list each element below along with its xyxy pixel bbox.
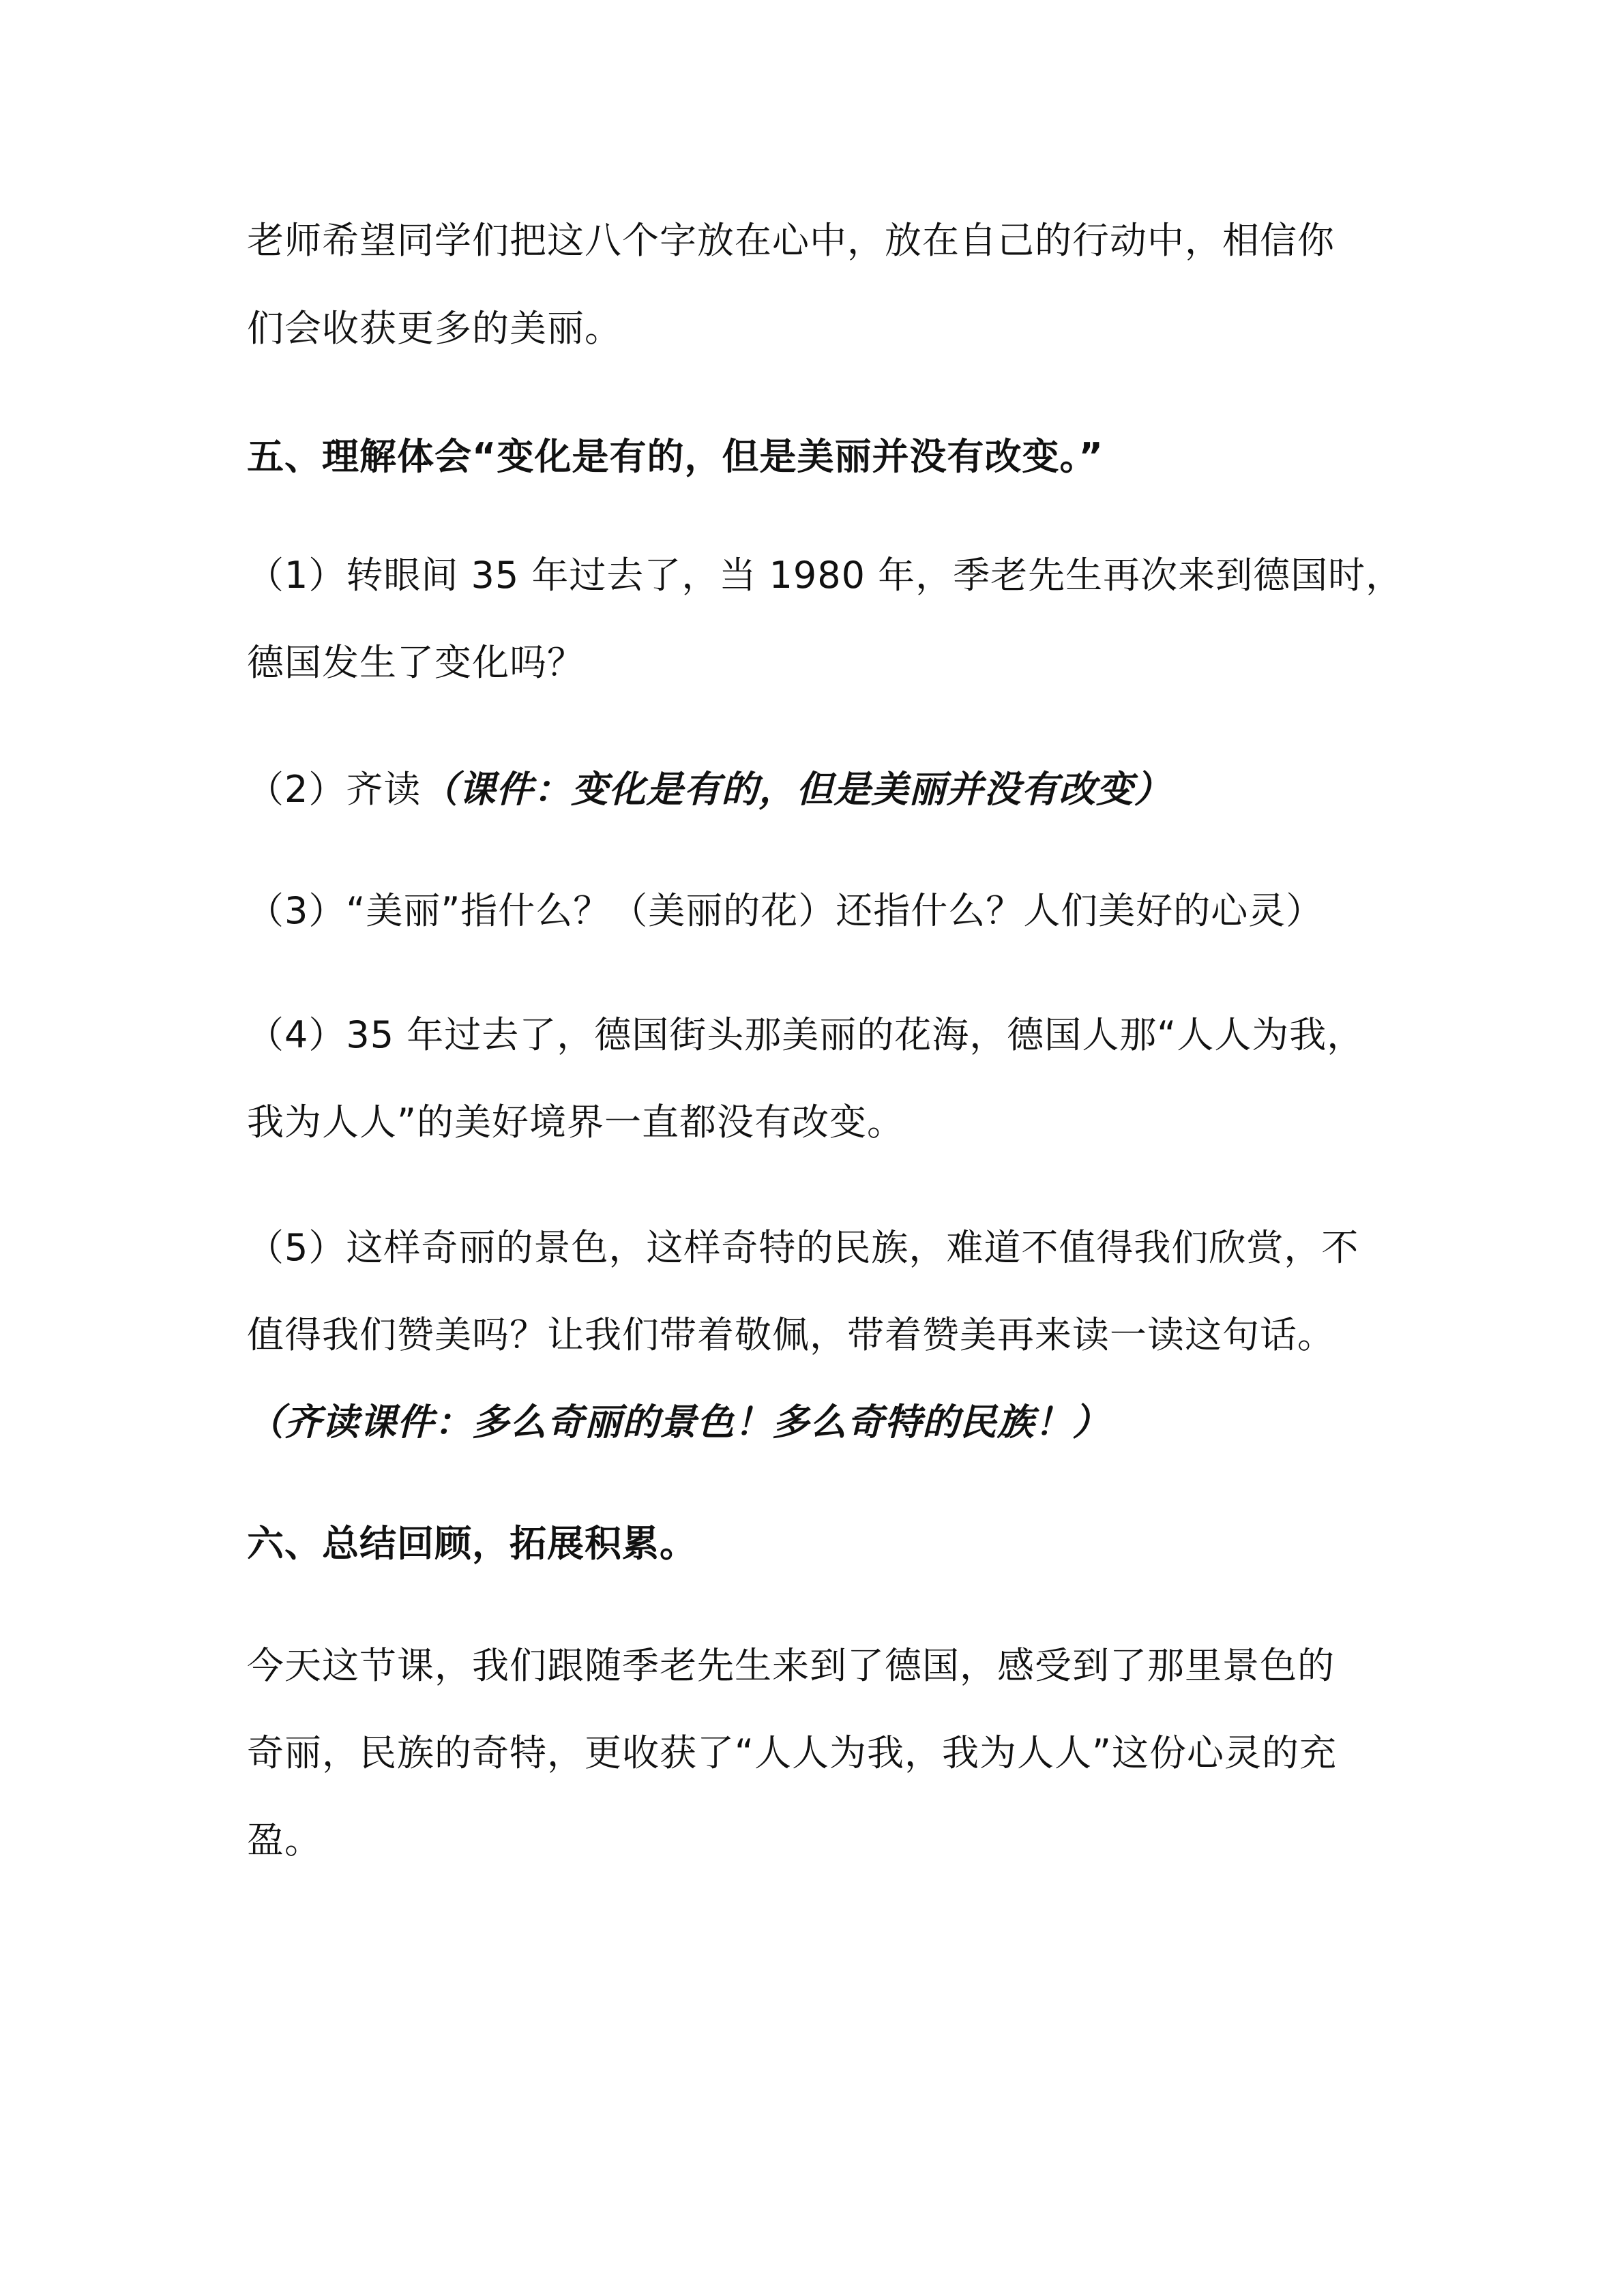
paragraph-line: [247, 304, 1406, 353]
paragraph-line: [247, 1011, 1406, 1060]
line-prefix: （2）齐读: [247, 768, 422, 811]
line-text: （3）“美丽”指什么？（美丽的花）还指什么？人们美好的心灵）: [247, 889, 1324, 932]
paragraph-line: [247, 1223, 1406, 1272]
line-text: 奇丽，民族的奇特，更收获了“人人为我，我为人人”这份心灵的充: [247, 1731, 1337, 1774]
section-heading-text: 六、总结回顾，拓展积累。: [247, 1522, 697, 1565]
paragraph-line: [247, 551, 1406, 600]
paragraph-line: [247, 638, 1406, 687]
line-text: （4）35 年过去了，德国街头那美丽的花海，德国人那“人人为我，: [247, 1013, 1365, 1056]
line-text: （5）这样奇丽的景色，这样奇特的民族，难道不值得我们欣赏，不: [247, 1226, 1359, 1269]
section-heading-text: 五、理解体会“变化是有的，但是美丽并没有改变。”: [247, 435, 1104, 478]
paragraph-line: [247, 216, 1406, 265]
line-text: 我为人人”的美好境界一直都没有改变。: [247, 1101, 904, 1144]
line-text: 老师希望同学们把这八个字放在心中，放在自己的行动中，相信你: [247, 219, 1335, 262]
courseware-emphasis: （课件：变化是有的，但是美丽并没有改变）: [421, 768, 1172, 811]
line-text: 值得我们赞美吗？让我们带着敬佩，带着赞美再来读一读这句话。: [247, 1313, 1335, 1356]
paragraph-line: [247, 765, 1406, 814]
paragraph-line: [247, 1816, 1406, 1865]
section-heading: [247, 1519, 1406, 1568]
courseware-emphasis-line: [247, 1398, 1406, 1447]
line-text: 盈。: [247, 1819, 322, 1862]
section-heading: [247, 432, 1406, 481]
line-text: （1）转眼间 35 年过去了，当 1980 年，季老先生再次来到德国时，: [247, 554, 1404, 597]
paragraph-line: [247, 1729, 1406, 1778]
line-text: 今天这节课，我们跟随季老先生来到了德国，感受到了那里景色的: [247, 1644, 1335, 1687]
paragraph-line: [247, 1641, 1406, 1690]
line-text: （齐读课件：多么奇丽的景色！多么奇特的民族！）: [247, 1401, 1110, 1444]
paragraph-line: [247, 1098, 1406, 1147]
paragraph-line: [247, 886, 1406, 936]
line-text: 德国发生了变化吗？: [247, 641, 585, 684]
paragraph-line: [247, 1311, 1406, 1360]
line-text: 们会收获更多的美丽。: [247, 307, 622, 350]
